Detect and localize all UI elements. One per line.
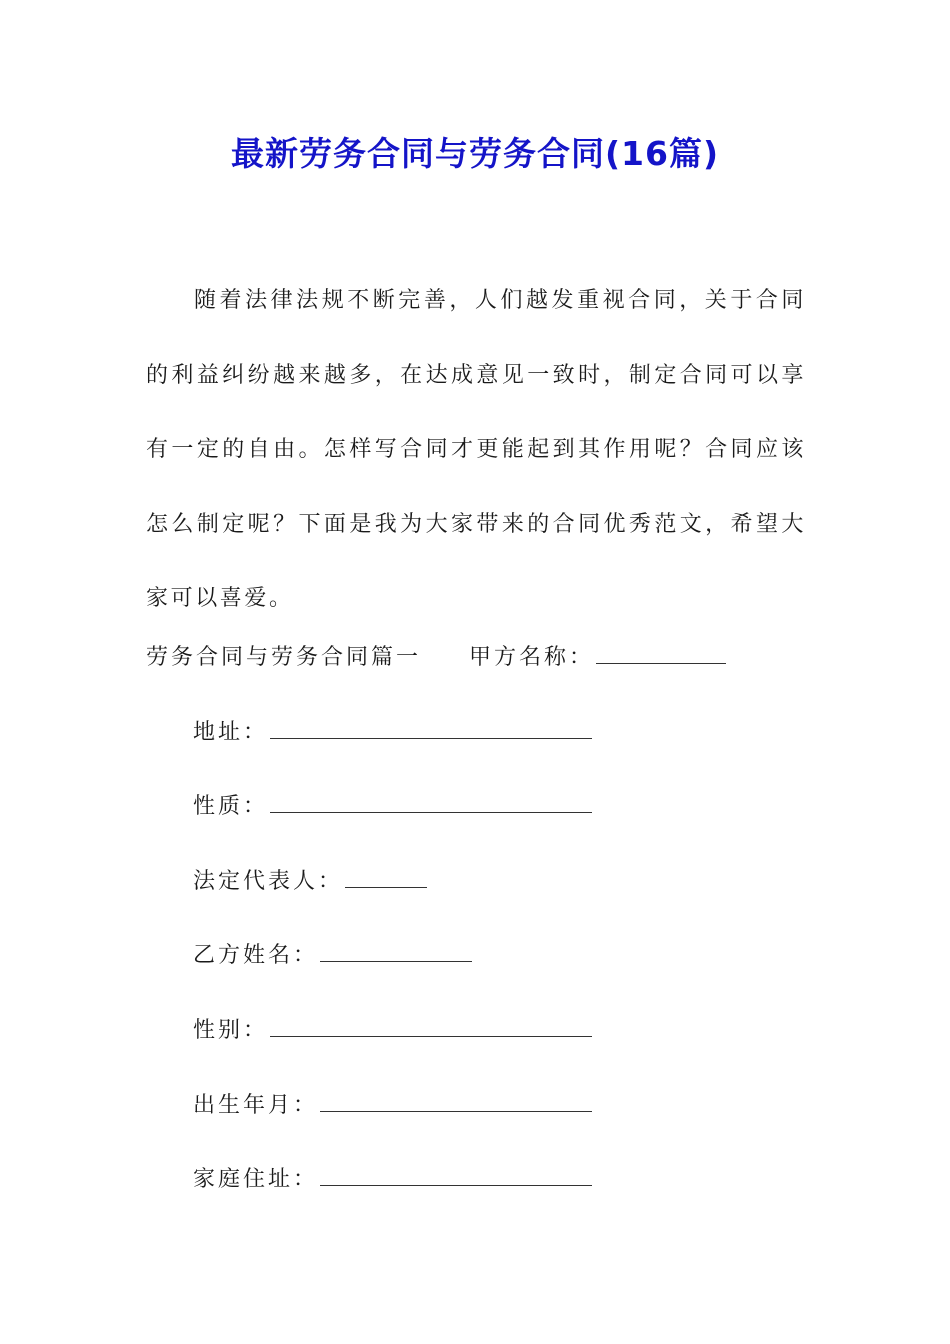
gender-blank — [270, 1014, 592, 1037]
home-address-label: 家庭住址： — [193, 1167, 319, 1192]
home-address-blank — [320, 1163, 592, 1186]
address-row — [193, 713, 592, 753]
section-heading: 劳务合同与劳务合同篇一 — [146, 645, 422, 670]
gender-label: 性别： — [193, 1018, 269, 1043]
party-a-name-blank — [596, 641, 726, 664]
nature-row — [193, 787, 592, 827]
birth-blank — [320, 1089, 592, 1112]
intro-paragraph: 随着法律法规不断完善，人们越发重视合同，关于合同的利益纠纷越来越多，在达成意见一致时，制定合同可以享有一定的自由。怎样写合同才更能起到其作用呢？合同应该怎么制定呢？下面是我为大家带来的合同优秀范文，希望大家可以喜爱。 — [146, 288, 806, 611]
party-a-name-label: 甲方名称： — [469, 645, 595, 670]
legal-rep-blank — [345, 865, 427, 888]
party-b-name-blank — [320, 939, 472, 962]
home-address-row — [193, 1160, 592, 1200]
party-b-name-row — [193, 936, 472, 976]
address-label: 地址： — [193, 720, 269, 745]
section-heading-row — [146, 638, 726, 678]
gender-row — [193, 1011, 592, 1051]
nature-label: 性质： — [193, 794, 269, 819]
document-title: 最新劳务合同与劳务合同(16篇) — [230, 134, 720, 173]
legal-rep-row — [193, 862, 427, 902]
nature-blank — [270, 790, 592, 813]
birth-label: 出生年月： — [193, 1093, 319, 1118]
address-blank — [270, 716, 592, 739]
legal-rep-label: 法定代表人： — [193, 869, 344, 894]
birth-row — [193, 1086, 592, 1126]
party-b-name-label: 乙方姓名： — [193, 943, 319, 968]
